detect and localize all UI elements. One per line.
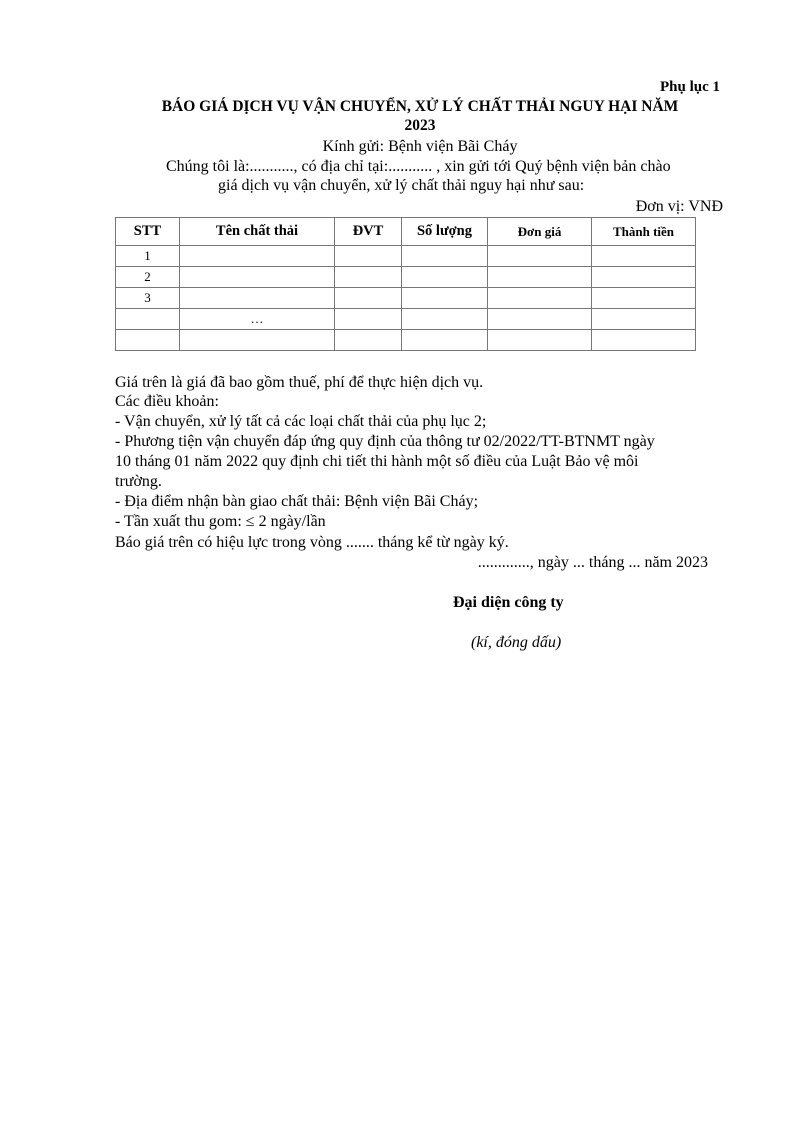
term-vehicle-line-3: trường. — [115, 473, 162, 490]
table-cell — [488, 288, 592, 309]
table-row — [116, 246, 696, 267]
table-header-row — [116, 218, 696, 246]
col-header-total: Thành tiền — [592, 218, 696, 246]
signature-note: (kí, đóng dấu) — [471, 634, 562, 651]
table-cell — [592, 330, 696, 351]
term-transport-treatment: - Vận chuyển, xử lý tất cả các loại chất thải của phụ lục 2; — [115, 413, 487, 430]
col-header-stt: STT — [116, 218, 180, 246]
currency-unit: Đơn vị: VNĐ — [635, 198, 723, 215]
table-cell — [335, 267, 402, 288]
table-cell — [335, 246, 402, 267]
col-header-unit: ĐVT — [335, 218, 402, 246]
validity-note: Báo giá trên có hiệu lực trong vòng ....... tháng kể từ ngày ký. — [115, 534, 509, 551]
table-cell — [180, 267, 335, 288]
table-cell — [592, 267, 696, 288]
recipient-line: Kính gửi: Bệnh viện Bãi Cháy — [322, 138, 518, 155]
table-cell — [402, 330, 488, 351]
terms-heading: Các điều khoản: — [115, 393, 219, 410]
table-row — [116, 330, 696, 351]
table-cell — [488, 330, 592, 351]
date-line: ............., ngày ... tháng ... năm 2023 — [477, 554, 708, 571]
document-title: BÁO GIÁ DỊCH VỤ VẬN CHUYỂN, XỬ LÝ CHẤT THẢI NGUY HẠI NĂM — [161, 98, 679, 115]
term-vehicle-line-1: - Phương tiện vận chuyển đáp ứng quy định của thông tư 02/2022/TT-BTNMT ngày — [115, 433, 655, 450]
document-title-year: 2023 — [404, 117, 436, 134]
table-row — [116, 267, 696, 288]
table-cell — [592, 288, 696, 309]
table-cell: 1 — [116, 246, 180, 267]
table-cell — [488, 267, 592, 288]
table-cell — [402, 246, 488, 267]
table-cell — [335, 288, 402, 309]
table-cell — [488, 309, 592, 330]
table-cell — [180, 288, 335, 309]
intro-line-1: Chúng tôi là:..........., có địa chỉ tại:........... , xin gửi tới Quý bệnh viện bản chào — [166, 158, 671, 175]
table-cell — [180, 330, 335, 351]
term-collection-frequency: - Tần xuất thu gom: ≤ 2 ngày/lần — [115, 513, 326, 530]
annex-label: Phụ lục 1 — [659, 79, 720, 95]
intro-line-2: giá dịch vụ vận chuyển, xử lý chất thải nguy hại như sau: — [218, 177, 585, 194]
table-cell — [116, 309, 180, 330]
term-handover-location: - Địa điểm nhận bàn giao chất thải: Bệnh viện Bãi Cháy; — [115, 493, 479, 510]
table-cell — [180, 246, 335, 267]
table-cell — [335, 309, 402, 330]
table-cell — [335, 330, 402, 351]
table-cell — [402, 267, 488, 288]
table-cell — [402, 309, 488, 330]
table-cell — [116, 330, 180, 351]
table-row — [116, 309, 696, 330]
table-cell — [488, 246, 592, 267]
table-cell: 3 — [116, 288, 180, 309]
col-header-quantity: Số lượng — [402, 218, 488, 246]
quotation-table — [115, 217, 696, 351]
col-header-unit-price: Đơn giá — [488, 218, 592, 246]
table-cell — [402, 288, 488, 309]
table-cell — [592, 246, 696, 267]
company-representative: Đại diện công ty — [453, 594, 564, 611]
term-vehicle-line-2: 10 tháng 01 năm 2022 quy định chi tiết thi hành một số điều của Luật Bảo vệ môi — [115, 453, 639, 470]
table-cell — [592, 309, 696, 330]
table-cell: 2 — [116, 267, 180, 288]
col-header-waste-name: Tên chất thải — [180, 218, 335, 246]
price-note: Giá trên là giá đã bao gồm thuế, phí để thực hiện dịch vụ. — [115, 374, 484, 391]
table-cell: … — [180, 309, 335, 330]
table-row — [116, 288, 696, 309]
